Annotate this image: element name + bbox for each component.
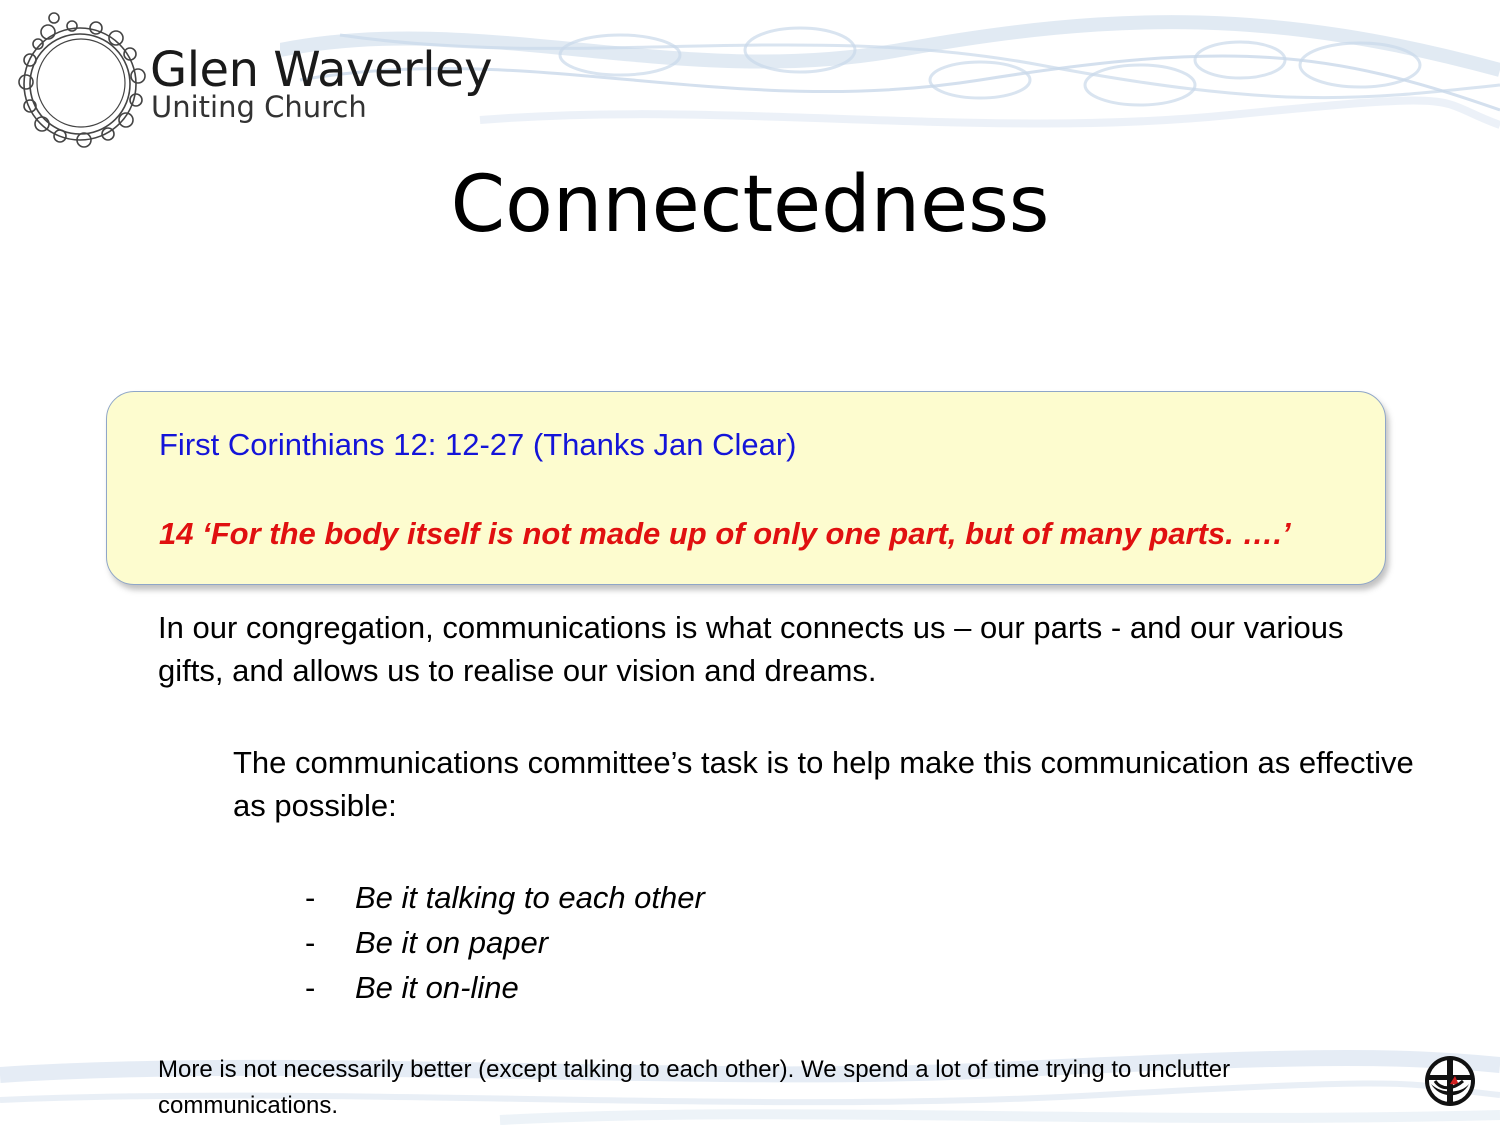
body-paragraph: In our congregation, communications is what connects us – our parts - and our various gifts, and allows us to realise our vision and dreams.	[158, 610, 1344, 688]
footer-note: More is not necessarily better (except talking to each other). We spend a lot of time trying to unclutter communications.	[158, 1056, 1231, 1119]
bullet-dash: -	[305, 925, 316, 960]
logo-title: Glen Waverley	[150, 42, 492, 98]
slide-title: Connectedness	[450, 160, 1050, 250]
task-paragraph: The communications committee’s task is to help make this communication as effective as possible:	[233, 745, 1414, 823]
uniting-church-emblem-icon	[1423, 1054, 1477, 1108]
bullet-dash: -	[305, 880, 316, 915]
bullet-text: Be it talking to each other	[355, 880, 705, 915]
bullet-item	[305, 875, 705, 920]
logo-subtitle: Uniting Church	[151, 90, 367, 124]
bullet-text: Be it on paper	[355, 925, 549, 960]
scripture-reference: First Corinthians 12: 12-27 (Thanks Jan Clear)	[159, 427, 797, 462]
scripture-quote: 14 ‘For the body itself is not made up of only one part, but of many parts. ….’	[159, 516, 1291, 551]
glen-waverley-ring-logo	[10, 10, 150, 150]
bullet-item	[305, 965, 705, 1010]
bullet-dash: -	[305, 970, 316, 1005]
bullet-text: Be it on-line	[355, 970, 519, 1005]
bullet-item	[305, 920, 705, 965]
bullet-list	[305, 875, 705, 1010]
scripture-callout	[106, 391, 1386, 585]
